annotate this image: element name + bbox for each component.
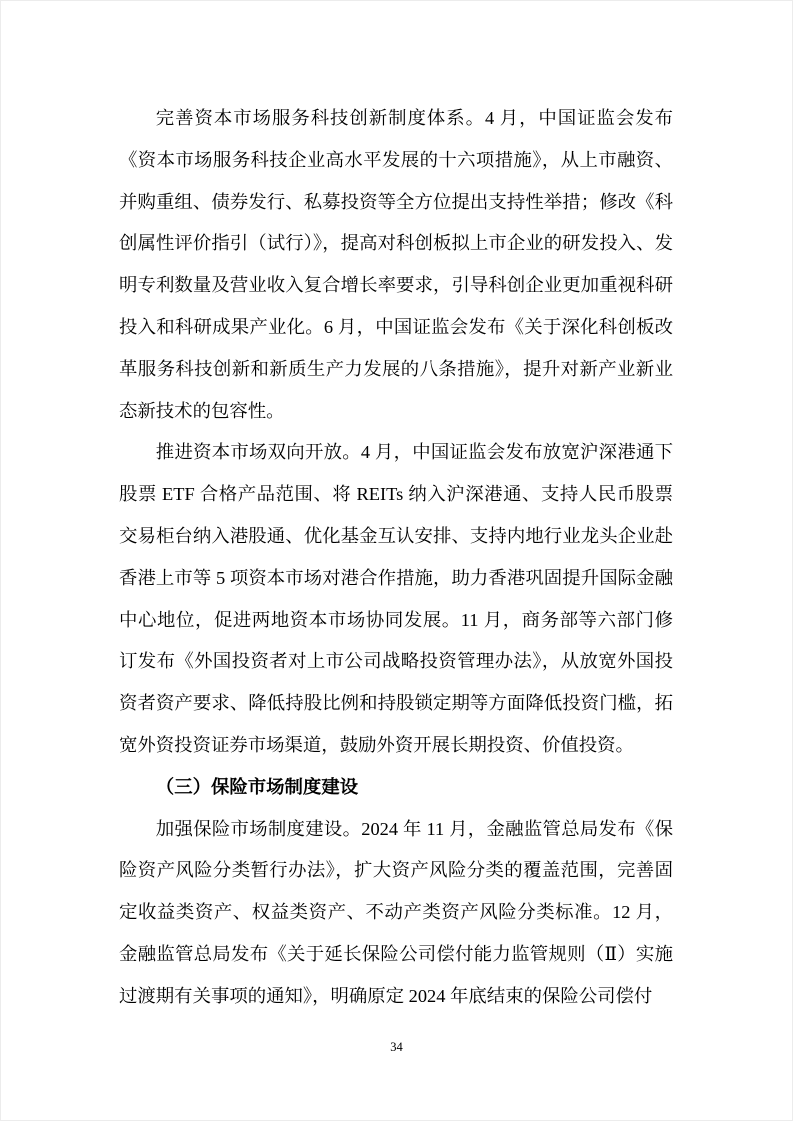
section-heading-insurance-market-system: （三）保险市场制度建设 <box>155 776 359 797</box>
paragraph-two-way-market-opening: 推进资本市场双向开放。4 月，中国证监会发布放宽沪深港通下股票 ETF 合格产品范围、将 REITs 纳入沪深港通、支持人民币股票交易柜台纳入港股通、优化基金互认安排、支持内地行业龙头企业赴香港上市等 5 项资本市场对港合作措施，助力香港巩固提升国际金融中心地位，促进两地资本市场协同发展。11 月，商务部等六部门修订发布《外国投资者对上市公司战略投资管理办法》，从放宽外国投资者资产要求、降低持股比例和持股锁定期等方面降低投资门槛，拓宽外资投资证券市场渠道，鼓励外资开展长期投资、价值投资。 <box>119 442 673 755</box>
page-number: 34 <box>390 1040 403 1054</box>
paragraph-insurance-market-system: 加强保险市场制度建设。2024 年 11 月，金融监管总局发布《保险资产风险分类暂行办法》，扩大资产风险分类的覆盖范围，完善固定收益类资产、权益类资产、不动产类资产风险分类标准。12 月，金融监管总局发布《关于延长保险公司偿付能力监管规则（Ⅱ）实施过渡期有关事项的通知》，明确原定 2024 年底结束的保险公司偿付 <box>119 818 673 1006</box>
paragraph-capital-market-tech-innovation: 完善资本市场服务科技创新制度体系。4 月，中国证监会发布《资本市场服务科技企业高水平发展的十六项措施》，从上市融资、并购重组、债券发行、私募投资等全方位提出支持性举措；修改《科创属性评价指引（试行）》，提高对科创板拟上市企业的研发投入、发明专利数量及营业收入复合增长率要求，引导科创企业更加重视科研投入和科研成果产业化。6 月，中国证监会发布《关于深化科创板改革服务科技创新和新质生产力发展的八条措施》，提升对新产业新业态新技术的包容性。 <box>119 108 673 421</box>
page-text-block <box>119 98 673 1018</box>
